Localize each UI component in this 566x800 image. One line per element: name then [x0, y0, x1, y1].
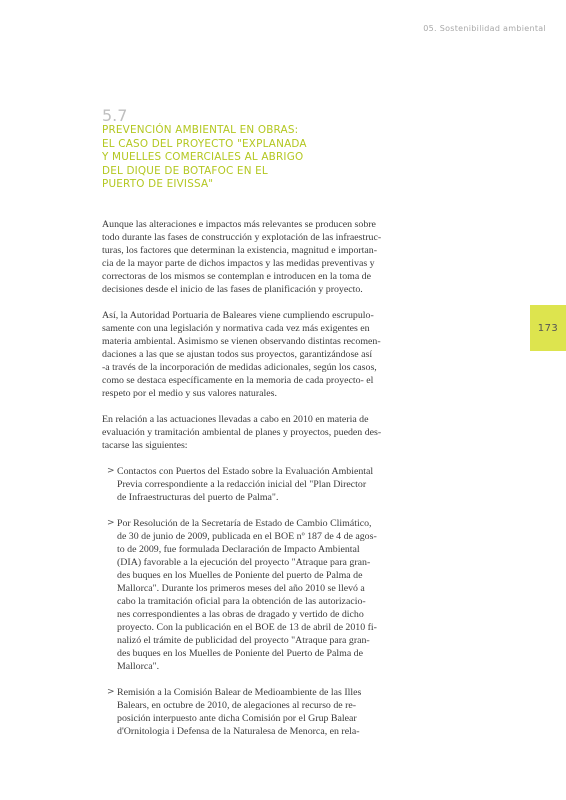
chapter-header: 05. Sostenibilidad ambiental — [423, 24, 546, 33]
text-line: de Infraestructuras del puerto de Palma". — [117, 492, 279, 503]
text-line: Mallorca". — [117, 661, 160, 672]
text-line: Aunque las alteraciones e impactos más relevantes se producen sobre — [102, 219, 376, 230]
text-line: respeto por el medio y sus valores naturales. — [102, 388, 277, 399]
section-title-line: Y MUELLES COMERCIALES AL ABRIGO — [102, 151, 304, 163]
text-line: cia de la mayor parte de dichos impactos y las medidas preventivas y — [102, 258, 375, 269]
text-line: de 30 de junio de 2009, publicada en el BOE nº 187 de 4 de agos- — [117, 531, 377, 542]
text-line: des buques en los Muelles de Poniente del Puerto de Palma de — [117, 648, 364, 659]
bullet-item — [102, 686, 456, 738]
text-line: posición interpuesto ante dicha Comisión por el Grup Balear — [117, 713, 357, 724]
text-line: turas, los factores que determinan la existencia, magnitud e importan- — [102, 245, 378, 256]
text-line: materia ambiental. Asimismo se vienen observando distintas recomen- — [102, 336, 381, 347]
text-line: En relación a las actuaciones llevadas a cabo en 2010 en materia de — [102, 414, 369, 425]
text-line: daciones a las que se ajustan todos sus proyectos, garantizándose así — [102, 349, 373, 360]
text-line: (DIA) favorable a la ejecución del proyecto "Atraque para gran- — [117, 557, 371, 568]
text-line: Previa correspondiente a la redacción inicial del "Plan Director — [117, 479, 367, 490]
bullet-list — [102, 465, 456, 738]
text-line: cabo la tramitación oficial para la obtención de las autorizacio- — [117, 596, 366, 607]
page-number-tab — [530, 305, 566, 351]
section-number: 5.7 — [102, 106, 128, 125]
text-line: to de 2009, fue formulada Declaración de Impacto Ambiental — [117, 544, 360, 555]
section-title — [102, 124, 372, 192]
text-line: como se destaca específicamente en la memoria de cada proyecto- el — [102, 375, 374, 386]
text-line: nalizó el trámite de publicidad del proyecto "Atraque para gran- — [117, 635, 370, 646]
text-line: evaluación y tramitación ambiental de planes y proyectos, pueden des- — [102, 427, 382, 438]
bullet-arrow-icon: > — [107, 518, 115, 528]
text-line: d'Ornitologia i Defensa de la Naturalesa de Menorca, en rela- — [117, 726, 360, 737]
text-line: correctoras de los mismos se contemplan e introducen en la toma de — [102, 271, 372, 282]
bullet-arrow-icon: > — [107, 687, 115, 697]
text-line: decisiones desde el inicio de las fases de planificación y proyecto. — [102, 284, 363, 295]
text-line: Remisión a la Comisión Balear de Medioambiente de las Illes — [117, 687, 362, 698]
text-line: samente con una legislación y normativa cada vez más exigentes en — [102, 323, 370, 334]
paragraph — [102, 218, 456, 296]
text-line: todo durante las fases de construcción y explotación de las infraestruc- — [102, 232, 382, 243]
page-number: 173 — [537, 322, 559, 334]
text-line: Mallorca". Durante los primeros meses del año 2010 se llevó a — [117, 583, 365, 594]
paragraph — [102, 309, 456, 400]
section-title-line: PREVENCIÓN AMBIENTAL EN OBRAS: — [102, 124, 299, 136]
bullet-arrow-icon: > — [107, 466, 115, 476]
text-line: Balears, en octubre de 2010, de alegaciones al recurso de re- — [117, 700, 357, 711]
section-title-line: DEL DIQUE DE BOTAFOC EN EL — [102, 164, 268, 177]
section-title-line: PUERTO DE EIVISSA" — [102, 178, 214, 190]
body-text — [102, 218, 456, 751]
paragraph — [102, 413, 456, 452]
text-line: tacarse las siguientes: — [102, 440, 188, 451]
text-line: des buques en los Muelles de Poniente del puerto de Palma de — [117, 570, 363, 581]
text-line: Contactos con Puertos del Estado sobre la Evaluación Ambiental — [117, 466, 374, 477]
bullet-item — [102, 465, 456, 504]
section-title-line: EL CASO DEL PROYECTO "EXPLANADA — [102, 137, 307, 150]
text-line: proyecto. Con la publicación en el BOE de 13 de abril de 2010 fi- — [117, 622, 377, 633]
text-line: nes correspondientes a las obras de dragado y vertido de dicho — [117, 609, 364, 620]
bullet-item — [102, 517, 456, 673]
text-line: -a través de la incorporación de medidas adicionales, según los casos, — [102, 362, 377, 373]
text-line: Así, la Autoridad Portuaria de Baleares viene cumpliendo escrupulo- — [102, 310, 374, 321]
text-line: Por Resolución de la Secretaría de Estado de Cambio Climático, — [117, 518, 372, 529]
